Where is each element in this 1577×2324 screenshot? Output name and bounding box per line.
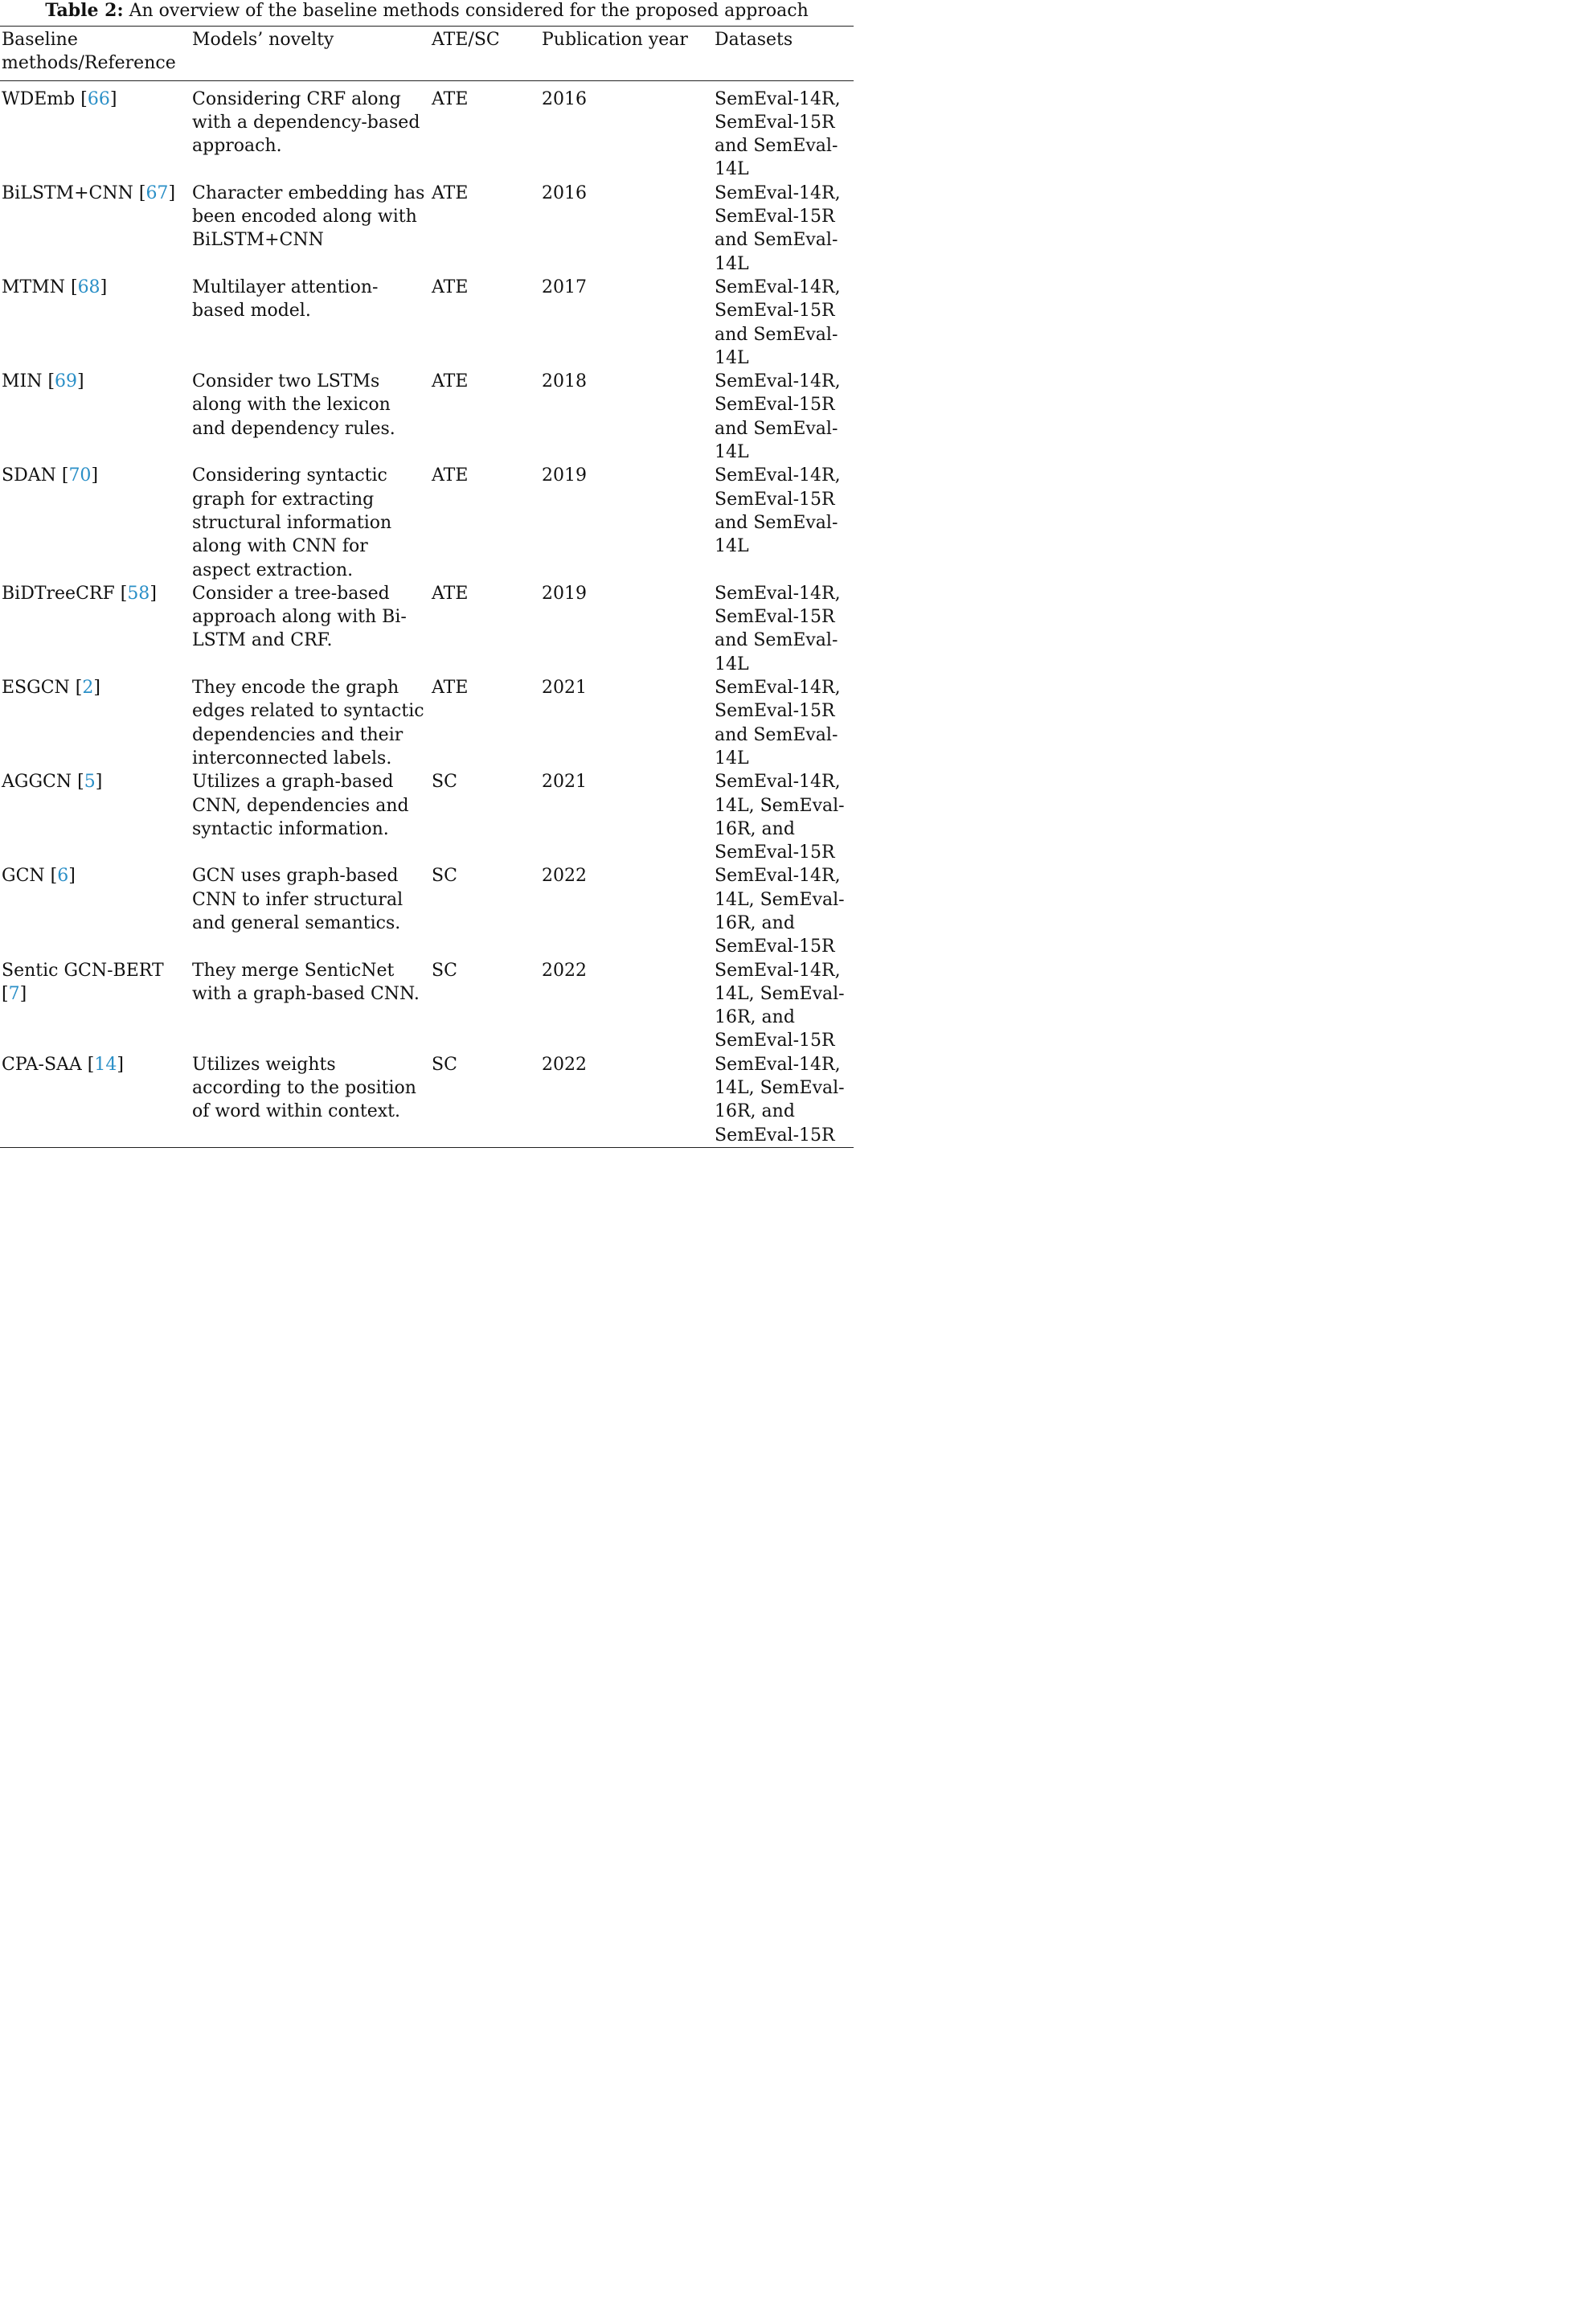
cell-datasets: SemEval-14R, 14L, SemEval-16R, and SemEval-15R: [715, 772, 845, 863]
table-row: [0, 370, 854, 464]
table-caption: [0, 0, 854, 26]
method-name: MIN: [2, 371, 43, 392]
caption-label: Table 2:: [45, 0, 124, 21]
citation-link[interactable]: 58: [127, 583, 150, 604]
header-novelty: Models’ novelty: [192, 30, 334, 50]
citation-link[interactable]: 70: [68, 465, 92, 486]
cell-method: GCN [6]: [2, 866, 76, 887]
cell-task: ATE: [432, 277, 469, 297]
cell-task: ATE: [432, 583, 469, 604]
cell-datasets: SemEval-14R, 14L, SemEval-16R, and SemEval-15R: [715, 960, 845, 1051]
cell-method: Sentic GCN-BERT [7]: [2, 960, 164, 1004]
cell-datasets: SemEval-14R, SemEval-15R and SemEval-14L: [715, 465, 841, 557]
table-row: [0, 276, 854, 370]
table-row: [0, 182, 854, 276]
cell-year: 2021: [542, 772, 587, 793]
method-name: BiDTreeCRF: [2, 583, 115, 604]
method-name: BiLSTM+CNN: [2, 182, 133, 203]
cell-method: BiDTreeCRF [58]: [2, 583, 157, 604]
cell-year: 2016: [542, 88, 587, 109]
citation-link[interactable]: 7: [8, 983, 20, 1004]
cell-datasets: SemEval-14R, SemEval-15R and SemEval-14L: [715, 678, 841, 769]
cell-task: ATE: [432, 371, 469, 392]
cell-novelty: They merge SenticNet with a graph-based CNN.: [192, 960, 420, 1004]
citation-link[interactable]: 69: [55, 371, 78, 392]
method-name: GCN: [2, 866, 45, 887]
cell-method: MIN [69]: [2, 371, 84, 392]
table-row: [0, 959, 854, 1053]
cell-method: AGGCN [5]: [2, 772, 103, 793]
table-header-row: [0, 27, 854, 81]
cell-novelty: Multilayer attention-based model.: [192, 277, 379, 322]
table-row: [0, 80, 854, 182]
cell-novelty: Utilizes a graph-based CNN, dependencies and syntactic information.: [192, 772, 409, 839]
table-row: [0, 676, 854, 770]
cell-task: SC: [432, 772, 457, 793]
cell-novelty: They encode the graph edges related to syntactic dependencies and their interconnected labels.: [192, 678, 424, 769]
cell-method: BiLSTM+CNN [67]: [2, 182, 176, 203]
cell-year: 2022: [542, 866, 587, 887]
citation-link[interactable]: 66: [87, 88, 110, 109]
cell-task: ATE: [432, 182, 469, 203]
cell-task: SC: [432, 1054, 457, 1075]
header-method: Baseline methods/Reference: [2, 30, 176, 74]
cell-datasets: SemEval-14R, SemEval-15R and SemEval-14L: [715, 583, 841, 674]
cell-datasets: SemEval-14R, SemEval-15R and SemEval-14L: [715, 277, 841, 368]
cell-task: ATE: [432, 678, 469, 699]
header-year: Publication year: [542, 30, 688, 50]
method-name: WDEmb: [2, 88, 76, 109]
cell-year: 2022: [542, 1054, 587, 1075]
cell-novelty: GCN uses graph-based CNN to infer structural and general semantics.: [192, 866, 403, 933]
citation-link[interactable]: 2: [82, 678, 94, 699]
citation-link[interactable]: 6: [57, 866, 69, 887]
method-name: ESGCN: [2, 678, 70, 699]
baseline-methods-table: [0, 26, 854, 1148]
cell-novelty: Character embedding has been encoded along with BiLSTM+CNN: [192, 182, 425, 251]
citation-link[interactable]: 5: [84, 772, 96, 793]
cell-method: WDEmb [66]: [2, 88, 117, 109]
page: [0, 0, 854, 1148]
cell-method: ESGCN [2]: [2, 678, 100, 699]
cell-task: ATE: [432, 88, 469, 109]
cell-year: 2021: [542, 678, 587, 699]
header-datasets: Datasets: [715, 30, 793, 50]
citation-link[interactable]: 14: [94, 1054, 117, 1075]
cell-year: 2019: [542, 583, 587, 604]
cell-year: 2016: [542, 182, 587, 203]
cell-datasets: SemEval-14R, SemEval-15R and SemEval-14L: [715, 88, 841, 180]
table-row: [0, 464, 854, 581]
header-task: ATE/SC: [432, 30, 500, 50]
method-name: Sentic GCN-BERT: [2, 960, 164, 981]
method-name: MTMN: [2, 277, 65, 297]
method-name: SDAN: [2, 465, 56, 486]
cell-method: SDAN [70]: [2, 465, 99, 486]
table-row: [0, 1053, 854, 1148]
cell-datasets: SemEval-14R, 14L, SemEval-16R, and SemEval-15R: [715, 1054, 845, 1146]
cell-novelty: Consider two LSTMs along with the lexicon and dependency rules.: [192, 371, 395, 439]
cell-datasets: SemEval-14R, SemEval-15R and SemEval-14L: [715, 182, 841, 274]
table-body: [0, 80, 854, 1147]
cell-novelty: Utilizes weights according to the position of word within context.: [192, 1054, 416, 1122]
cell-novelty: Considering syntactic graph for extracting structural information along with CNN for aspect extraction.: [192, 465, 392, 580]
cell-novelty: Consider a tree-based approach along with Bi-LSTM and CRF.: [192, 583, 407, 651]
table-row: [0, 864, 854, 958]
method-name: CPA-SAA: [2, 1054, 82, 1075]
cell-task: ATE: [432, 465, 469, 486]
cell-year: 2018: [542, 371, 587, 392]
cell-year: 2019: [542, 465, 587, 486]
citation-link[interactable]: 68: [77, 277, 100, 297]
cell-task: SC: [432, 960, 457, 981]
caption-text: An overview of the baseline methods considered for the proposed approach: [129, 1, 809, 21]
cell-year: 2022: [542, 960, 587, 981]
cell-datasets: SemEval-14R, 14L, SemEval-16R, and SemEval-15R: [715, 866, 845, 957]
table-row: [0, 770, 854, 864]
citation-link[interactable]: 67: [145, 182, 169, 203]
cell-year: 2017: [542, 277, 587, 297]
cell-method: MTMN [68]: [2, 277, 108, 297]
cell-datasets: SemEval-14R, SemEval-15R and SemEval-14L: [715, 371, 841, 463]
cell-task: SC: [432, 866, 457, 887]
method-name: AGGCN: [2, 772, 72, 793]
table-row: [0, 582, 854, 676]
cell-method: CPA-SAA [14]: [2, 1054, 124, 1075]
cell-novelty: Considering CRF along with a dependency-based approach.: [192, 88, 420, 157]
